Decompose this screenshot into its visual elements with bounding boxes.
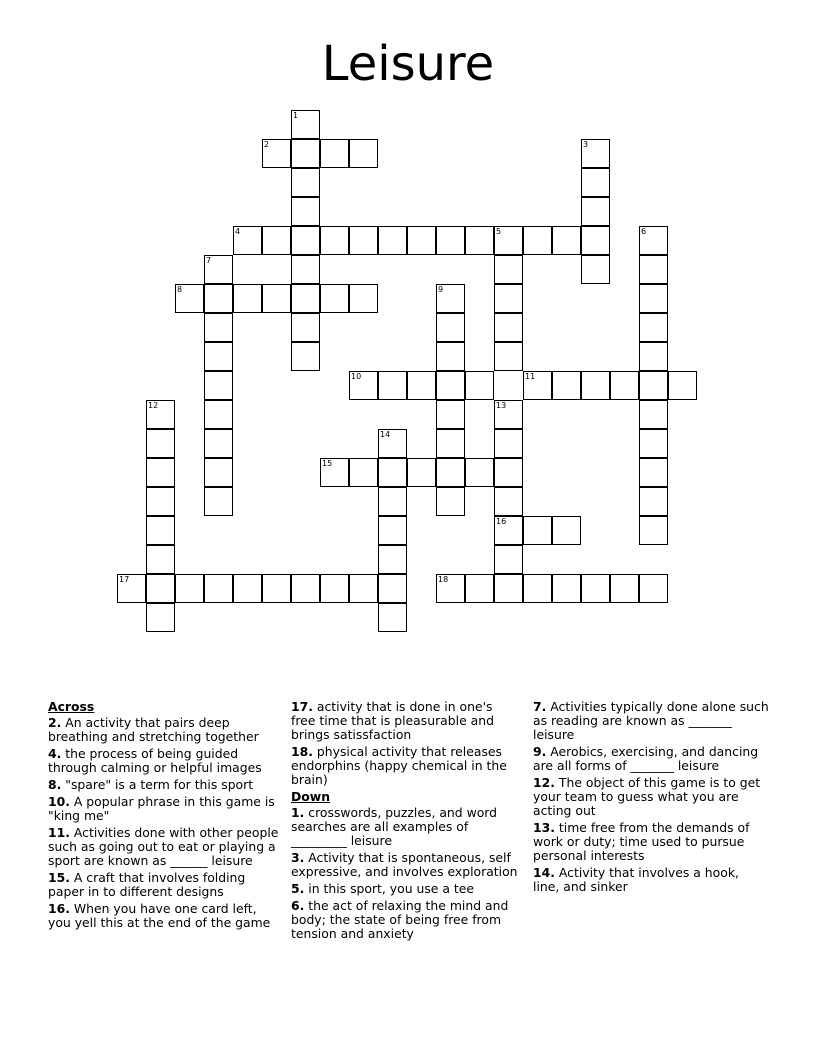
cell-number: 9 (438, 285, 444, 294)
clue-number: 16. (48, 901, 70, 916)
grid-cell[interactable] (291, 284, 320, 313)
across-clue (48, 871, 280, 899)
cell-number: 11 (525, 372, 536, 381)
grid-cell[interactable] (494, 487, 523, 516)
clue-number: 7. (533, 699, 547, 714)
across-clue-list (48, 716, 280, 930)
grid-cell[interactable] (204, 284, 233, 313)
grid-cell[interactable] (320, 284, 349, 313)
grid-cell[interactable] (349, 226, 378, 255)
clue-text: A popular phrase in this game is "king me" (48, 794, 275, 823)
grid-cell[interactable] (494, 574, 523, 603)
grid-cell[interactable] (146, 487, 175, 516)
grid-cell[interactable] (436, 458, 465, 487)
grid-cell[interactable] (146, 458, 175, 487)
grid-cell[interactable] (378, 574, 407, 603)
clue-text: physical activity that releases endorphins (happy chemical in the brain) (291, 744, 507, 787)
clue-number: 3. (291, 850, 305, 865)
grid-cell[interactable] (204, 371, 233, 400)
clue-text: When you have one card left, you yell this at the end of the game (48, 901, 271, 930)
grid-cell[interactable] (146, 574, 175, 603)
grid-cell[interactable] (639, 400, 668, 429)
grid-cell[interactable] (494, 342, 523, 371)
cell-number: 7 (206, 256, 212, 265)
grid-cell[interactable] (349, 139, 378, 168)
grid-cell[interactable] (378, 458, 407, 487)
grid-cell[interactable] (436, 487, 465, 516)
grid-cell[interactable] (146, 516, 175, 545)
grid-cell[interactable] (639, 516, 668, 545)
grid-cell[interactable] (436, 313, 465, 342)
cell-number: 15 (322, 459, 333, 468)
clue-number: 10. (48, 794, 70, 809)
grid-cell[interactable] (639, 487, 668, 516)
clue-number: 11. (48, 825, 70, 840)
grid-cell[interactable] (581, 226, 610, 255)
clue-text: "spare" is a term for this sport (61, 777, 254, 792)
grid-cell[interactable] (494, 255, 523, 284)
grid-cell[interactable] (581, 371, 610, 400)
clue-text: Activities done with other people such as going out to eat or playing a sport are known as ______ leisure (48, 825, 279, 868)
grid-cell[interactable] (233, 284, 262, 313)
clue-text: A craft that involves folding paper in to different designs (48, 870, 246, 899)
grid-cell[interactable] (494, 545, 523, 574)
grid-cell[interactable] (436, 400, 465, 429)
clue-text: the process of being guided through calming or helpful images (48, 746, 262, 775)
clue-number: 13. (533, 820, 555, 835)
clue-number: 6. (291, 898, 305, 913)
cell-number: 5 (496, 227, 502, 236)
clue-text: activity that is done in one's free time that is pleasurable and brings satissfaction (291, 699, 494, 742)
down-clue (533, 866, 769, 894)
across-clue (48, 826, 280, 868)
grid-cell[interactable] (378, 226, 407, 255)
grid-cell[interactable] (291, 574, 320, 603)
grid-cell[interactable] (581, 574, 610, 603)
clues-column-2 (291, 700, 519, 944)
cell-number: 12 (148, 401, 159, 410)
cell-number: 1 (293, 111, 299, 120)
grid-cell[interactable] (378, 516, 407, 545)
down-clue (533, 745, 769, 773)
grid-cell[interactable] (494, 284, 523, 313)
clue-text: crosswords, puzzles, and word searches are all examples of _________ leisure (291, 805, 498, 848)
cell-number: 16 (496, 517, 507, 526)
clue-text: Activities typically done alone such as reading are known as _______ leisure (533, 699, 769, 742)
down-clue (291, 851, 519, 879)
grid-cell[interactable] (552, 516, 581, 545)
grid-cell[interactable] (320, 139, 349, 168)
cell-number: 6 (641, 227, 647, 236)
grid-cell[interactable] (349, 574, 378, 603)
grid-cell[interactable] (639, 458, 668, 487)
grid-cell[interactable] (581, 168, 610, 197)
down-clue (533, 821, 769, 863)
grid-cell[interactable] (436, 226, 465, 255)
across-clue (48, 902, 280, 930)
grid-cell[interactable] (291, 342, 320, 371)
grid-cell[interactable] (204, 342, 233, 371)
grid-cell[interactable] (639, 371, 668, 400)
grid-cell[interactable] (581, 255, 610, 284)
grid-cell[interactable] (349, 284, 378, 313)
grid-cell[interactable] (291, 313, 320, 342)
down-clue (533, 776, 769, 818)
grid-cell[interactable] (204, 487, 233, 516)
grid-cell[interactable] (552, 574, 581, 603)
grid-cell[interactable] (436, 371, 465, 400)
grid-cell[interactable] (378, 603, 407, 632)
grid-cell[interactable] (494, 458, 523, 487)
grid-cell[interactable] (407, 371, 436, 400)
grid-cell[interactable] (320, 574, 349, 603)
down-clue (533, 700, 769, 742)
grid-cell[interactable] (639, 284, 668, 313)
grid-cell[interactable] (465, 458, 494, 487)
grid-cell[interactable] (349, 458, 378, 487)
down-clue (291, 806, 519, 848)
grid-cell[interactable] (407, 458, 436, 487)
down-clue (291, 882, 519, 896)
clues-column-1 (48, 700, 280, 933)
clue-number: 8. (48, 777, 62, 792)
grid-cell[interactable] (494, 429, 523, 458)
grid-cell[interactable] (465, 371, 494, 400)
cell-number: 2 (264, 140, 270, 149)
cell-number: 18 (438, 575, 449, 584)
down-clue-list (291, 806, 519, 941)
grid-cell[interactable] (204, 458, 233, 487)
grid-cell[interactable] (610, 574, 639, 603)
grid-cell[interactable] (204, 400, 233, 429)
across-clue (48, 778, 280, 792)
across-clue (291, 700, 519, 742)
clue-number: 17. (291, 699, 313, 714)
grid-cell[interactable] (146, 603, 175, 632)
grid-cell[interactable] (494, 313, 523, 342)
grid-cell[interactable] (552, 226, 581, 255)
clue-number: 5. (291, 881, 305, 896)
down-clue-list-continued (533, 700, 769, 894)
grid-cell[interactable] (291, 139, 320, 168)
grid-cell[interactable] (175, 574, 204, 603)
grid-cell[interactable] (378, 371, 407, 400)
cell-number: 17 (119, 575, 130, 584)
grid-cell[interactable] (378, 487, 407, 516)
grid-cell[interactable] (262, 226, 291, 255)
clue-number: 12. (533, 775, 555, 790)
clue-text: in this sport, you use a tee (304, 881, 475, 896)
grid-cell[interactable] (146, 429, 175, 458)
grid-cell[interactable] (204, 429, 233, 458)
clue-text: time free from the demands of work or duty; time used to pursue personal interests (533, 820, 750, 863)
grid-cell[interactable] (320, 226, 349, 255)
clue-number: 9. (533, 744, 547, 759)
grid-cell[interactable] (291, 226, 320, 255)
grid-cell[interactable] (436, 342, 465, 371)
clue-number: 14. (533, 865, 555, 880)
clue-number: 15. (48, 870, 70, 885)
cell-number: 3 (583, 140, 589, 149)
cell-number: 4 (235, 227, 241, 236)
grid-cell[interactable] (204, 574, 233, 603)
grid-cell[interactable] (523, 574, 552, 603)
clue-text: Aerobics, exercising, and dancing are all forms of _______ leisure (533, 744, 759, 773)
across-clue (48, 747, 280, 775)
across-clue (48, 716, 280, 744)
clue-text: Activity that involves a hook, line, and sinker (533, 865, 739, 894)
down-clue (291, 899, 519, 941)
grid-cell[interactable] (639, 429, 668, 458)
cell-number: 13 (496, 401, 507, 410)
grid-cell[interactable] (639, 574, 668, 603)
across-clue (291, 745, 519, 787)
across-clue (48, 795, 280, 823)
down-heading: Down (291, 789, 331, 804)
grid-cell[interactable] (668, 371, 697, 400)
grid-cell[interactable] (146, 545, 175, 574)
grid-cell[interactable] (465, 574, 494, 603)
clue-text: The object of this game is to get your team to guess what you are acting out (533, 775, 761, 818)
across-heading: Across (48, 699, 95, 714)
clue-text: Activity that is spontaneous, self expressive, and involves exploration (291, 850, 518, 879)
grid-cell[interactable] (639, 313, 668, 342)
grid-cell[interactable] (639, 342, 668, 371)
grid-cell[interactable] (523, 226, 552, 255)
clue-number: 2. (48, 715, 62, 730)
grid-cell[interactable] (639, 255, 668, 284)
grid-cell[interactable] (581, 197, 610, 226)
grid-cell[interactable] (436, 429, 465, 458)
grid-cell[interactable] (291, 197, 320, 226)
grid-cell[interactable] (204, 313, 233, 342)
grid-cell[interactable] (610, 371, 639, 400)
grid-cell[interactable] (523, 516, 552, 545)
grid-cell[interactable] (378, 545, 407, 574)
clue-number: 4. (48, 746, 62, 761)
grid-cell[interactable] (407, 226, 436, 255)
grid-cell[interactable] (262, 284, 291, 313)
clue-text: An activity that pairs deep breathing and stretching together (48, 715, 259, 744)
clue-text: the act of relaxing the mind and body; the state of being free from tension and anxiety (291, 898, 509, 941)
puzzle-title: Leisure (321, 36, 495, 92)
grid-cell[interactable] (233, 574, 262, 603)
grid-cell[interactable] (262, 574, 291, 603)
cell-number: 10 (351, 372, 362, 381)
cell-number: 14 (380, 430, 391, 439)
across-clue-list-continued (291, 700, 519, 787)
clues-column-3 (533, 700, 769, 897)
grid-cell[interactable] (465, 226, 494, 255)
clue-number: 1. (291, 805, 305, 820)
grid-cell[interactable] (291, 255, 320, 284)
grid-cell[interactable] (552, 371, 581, 400)
grid-cell[interactable] (291, 168, 320, 197)
cell-number: 8 (177, 285, 183, 294)
clue-number: 18. (291, 744, 313, 759)
